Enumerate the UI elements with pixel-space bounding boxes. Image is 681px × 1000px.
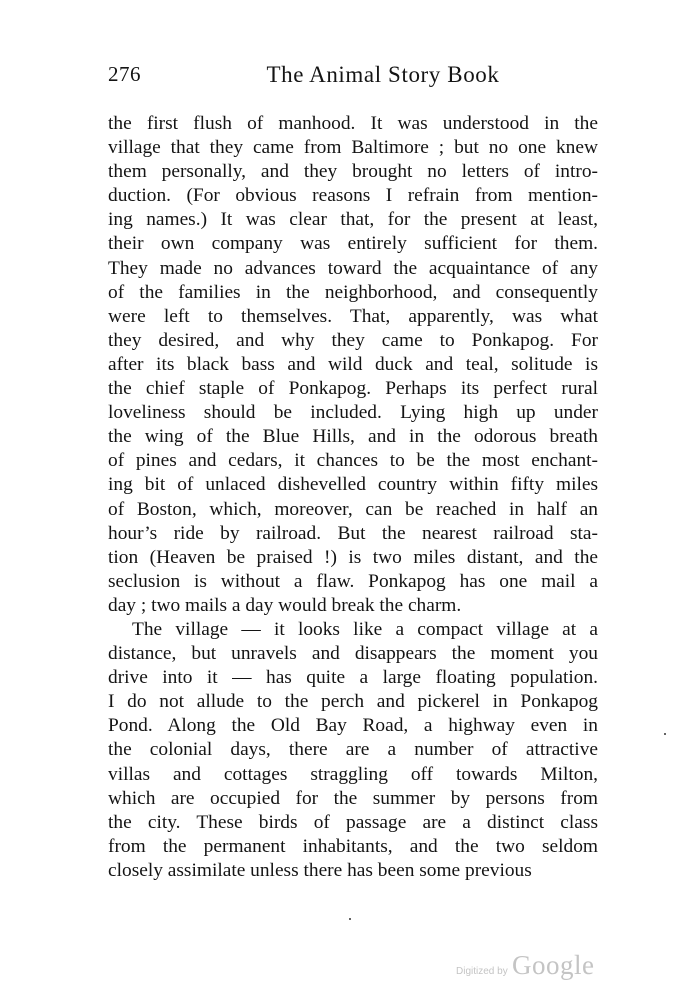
text-line: They made no advances toward the acquaintance of any	[108, 257, 598, 279]
text-line: were left to themselves. That, apparently, was what	[108, 305, 598, 327]
text-line: tion (Heaven be praised !) is two miles distant, and the	[108, 546, 598, 568]
text-line: the chief staple of Ponkapog. Perhaps its perfect rural	[108, 378, 598, 400]
page-header	[108, 62, 598, 92]
text-line: day ; two mails a day would break the charm.	[108, 594, 462, 616]
text-line: ing names.) It was clear that, for the present at least,	[108, 209, 598, 231]
text-line: distance, but unravels and disappears the moment you	[108, 643, 598, 665]
page-number: 276	[108, 62, 141, 86]
text-line: which are occupied for the summer by persons from	[108, 787, 598, 809]
text-line: of Boston, which, moreover, can be reached in half an	[108, 498, 598, 520]
text-line: loveliness should be included. Lying high up under	[108, 402, 598, 424]
text-line: their own company was entirely sufficient for them.	[108, 233, 598, 255]
text-line: the first flush of manhood. It was understood in the	[108, 113, 598, 134]
text-line: the wing of the Blue Hills, and in the odorous breath	[108, 426, 598, 448]
text-line: after its black bass and wild duck and teal, solitude is	[108, 353, 598, 375]
watermark-prefix: Digitized by	[456, 966, 508, 977]
text-line: the city. These birds of passage are a distinct class	[108, 811, 598, 833]
text-line: villas and cottages straggling off towards Milton,	[108, 763, 598, 785]
scan-speck	[664, 733, 666, 735]
text-line: closely assimilate unless there has been some previous	[108, 859, 532, 881]
digitized-watermark	[452, 950, 612, 984]
text-line: hour’s ride by railroad. But the nearest railroad sta-	[108, 522, 598, 544]
text-line: duction. (For obvious reasons I refrain from mention-	[108, 185, 598, 207]
text-line: drive into it — has quite a large floating population.	[108, 667, 598, 689]
text-line: Pond. Along the Old Bay Road, a highway even in	[108, 715, 598, 737]
text-line: I do not allude to the perch and pickerel in Ponkapog	[108, 691, 598, 713]
scan-speck	[349, 918, 351, 920]
text-line: of pines and cedars, it chances to be the most enchant-	[108, 450, 598, 472]
text-line: The village — it looks like a compact village at a	[132, 618, 598, 640]
text-line: seclusion is without a flaw. Ponkapog has one mail a	[108, 570, 598, 592]
text-line: village that they came from Baltimore ; but no one knew	[108, 137, 598, 159]
text-line: from the permanent inhabitants, and the two seldom	[108, 835, 598, 857]
text-line: of the families in the neighborhood, and consequently	[108, 281, 598, 303]
watermark-logo: Google	[512, 950, 595, 980]
text-line: the colonial days, there are a number of attractive	[108, 739, 598, 761]
body-text	[108, 112, 598, 883]
running-title: The Animal Story Book	[266, 62, 500, 87]
text-line: ing bit of unlaced dishevelled country within fifty miles	[108, 474, 598, 496]
text-line: they desired, and why they came to Ponkapog. For	[108, 329, 598, 351]
text-line: them personally, and they brought no letters of intro-	[108, 161, 598, 183]
